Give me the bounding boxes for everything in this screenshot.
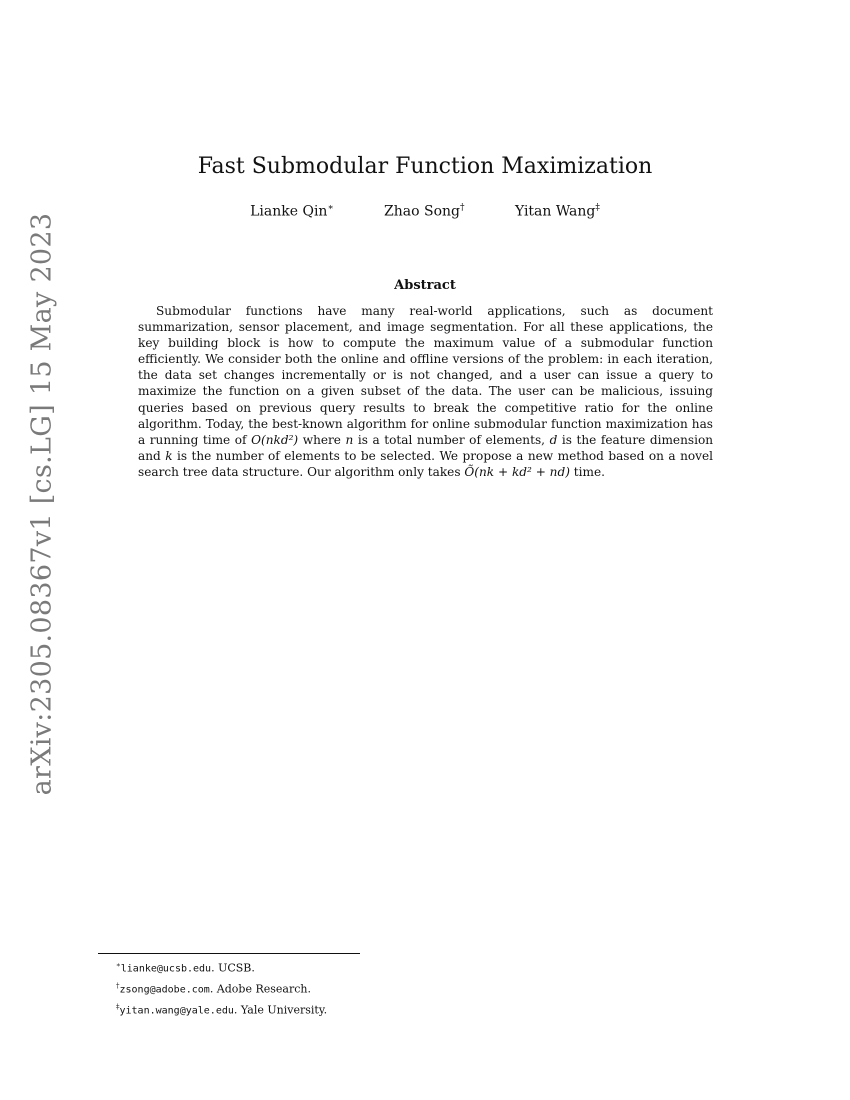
footnotes xyxy=(116,957,327,1020)
arxiv-identifier: arXiv:2305.08367v1 [cs.LG] 15 May 2023 xyxy=(26,212,58,796)
math-variable: d xyxy=(549,432,558,447)
affiliation: . UCSB. xyxy=(211,961,255,975)
author-mark: † xyxy=(460,203,465,213)
footnote-2 xyxy=(116,978,327,999)
math-variable: n xyxy=(345,432,354,447)
affiliation: . Yale University. xyxy=(233,1003,328,1017)
abstract-heading: Abstract xyxy=(394,278,456,293)
math-expression: O(nkd²) xyxy=(251,432,299,447)
affiliation: . Adobe Research. xyxy=(209,982,311,996)
email-link[interactable]: lianke@ucsb.edu xyxy=(120,963,212,975)
footnote-mark: † xyxy=(116,982,120,991)
abstract-text: time. xyxy=(569,464,605,479)
abstract-body xyxy=(138,303,713,480)
abstract-text: Submodular functions have many real-world applications, such as document summarization, sensor placement, and image segmentation. For all these applications, the key building block is how to compute the maximum value of a submodular function efficiently. We consider both the online and offline versions of the problem: in each iteration, the data set changes incrementally or is not changed, and a user can issue a query to maximize the function on a given subset of the data. The user can be malicious, issuing queries based on previous query results to break the competitive ratio for the online algorithm. Today, the best-known algorithm for online submodular function maximization has a running time of xyxy=(138,304,713,447)
author-2 xyxy=(384,203,464,220)
email-link[interactable]: yitan.wang@yale.edu xyxy=(119,1005,234,1017)
author-name: Yitan Wang xyxy=(514,203,596,220)
author-name: Zhao Song xyxy=(384,203,460,220)
math-expression: Õ(nk + kd² + nd) xyxy=(464,464,570,479)
paper-title: Fast Submodular Function Maximization xyxy=(197,154,653,179)
arxiv-sidebar xyxy=(20,212,64,796)
footnote-mark: ‡ xyxy=(116,1003,120,1012)
footnote-mark: ∗ xyxy=(116,961,121,969)
footnote-rule xyxy=(98,953,360,954)
author-1 xyxy=(250,203,333,220)
author-mark: ∗ xyxy=(327,203,334,213)
footnote-3 xyxy=(116,999,327,1020)
math-variable: k xyxy=(165,448,173,463)
footnote-1 xyxy=(116,957,327,978)
abstract-text: is the feature dimension and xyxy=(138,432,714,463)
author-mark: ‡ xyxy=(595,203,600,213)
abstract-text: is a total number of elements, xyxy=(353,432,550,447)
email-link[interactable]: zsong@adobe.com xyxy=(119,984,210,996)
author-list xyxy=(0,203,850,220)
abstract-text: is the number of elements to be selected. We propose a new method based on a novel search tree data structure. Our algorithm only takes xyxy=(138,448,713,479)
abstract-text: where xyxy=(298,432,346,447)
author-3 xyxy=(515,203,600,220)
author-name: Lianke Qin xyxy=(250,203,328,220)
